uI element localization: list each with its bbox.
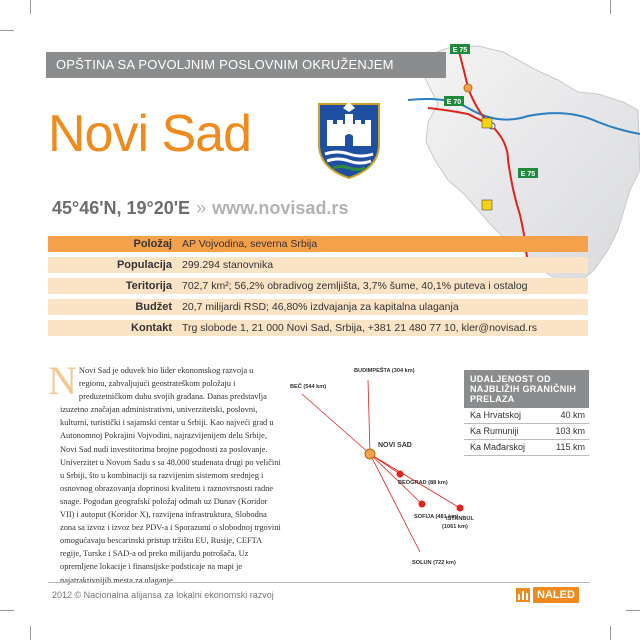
city-label: BUDIMPEŠTA (304 km) [354,368,415,374]
airport-icon [482,118,492,128]
novi-sad-center-marker [365,449,375,459]
road-sign-e70-label: E 70 [446,99,462,106]
crop-mark [0,30,14,31]
border-distance: 115 km [556,442,585,452]
footer-copyright: 2012 © Nacionalna alijansa za lokalni ekonomski razvoj [52,590,274,600]
website-link[interactable]: www.novisad.rs [212,198,349,218]
route-line [370,454,422,504]
crop-mark [610,626,611,640]
info-value: AP Vojvodina, severna Srbija [176,236,588,252]
naled-logo-text: NALED [533,587,579,603]
border-distance-title: UDALJENOST OD NAJBLIŽIH GRANIČNIH PRELAZA [464,370,589,408]
border-distance-row [464,408,589,424]
info-value: 299.294 stanovnika [176,257,588,273]
coordinates: 45°46'N, 19°20'E [52,198,191,218]
info-table [48,236,588,341]
info-value: 20,7 milijardi RSD; 46,80% izdvajanja za kapitalna ulaganja [176,299,588,315]
naled-logo-icon [516,588,530,602]
city-marker [419,501,426,508]
info-row [48,320,588,336]
coordinates-line [52,198,348,219]
crop-mark [0,610,14,611]
crop-mark [30,0,31,14]
route-line [368,380,370,454]
route-line [302,394,370,454]
road-sign-e75-top-label: E 75 [452,47,468,54]
city-label: BEČ (544 km) [290,384,327,390]
city-label: (1061 km) [442,524,468,530]
info-row [48,299,588,315]
body-paragraph [48,358,282,587]
info-label: Položaj [133,238,172,250]
info-value: Trg slobode 1, 21 000 Novi Sad, Srbija, +381 21 480 77 10, kler@novisad.rs [176,320,588,336]
crop-mark [626,610,640,611]
info-value: 702,7 km²; 56,2% obradivog zemljišta, 3,7% šume, 40,1% puteva i ostalog [176,278,588,294]
naled-logo [516,586,586,603]
road-sign-e75-bottom-label: E 75 [520,171,536,178]
border-distance: 40 km [560,410,585,420]
body-text: Novi Sad je oduvek bio lider ekonomskog razvoja u regionu, zahvaljujući geostrateškom položaju i preduzetničkom duhu svojih građana. Danas predstavlja izuzetno značajan administrativni, univerzitetski, poslovni, kulturni, turistički i sajamski centar u Srbiji. Kao najveći grad u Autonomnoj Pokrajini Vojvodini, najrazvijenijem delu Srbije, Novi Sad nudi investitorima brojne pogodnosti za poslovanje. Univerzitet u Novom Sadu s sa 48.000 studenata drugi po veličini u Srbiji, što u kombinaciji sa razvijenim sistemom srednjeg i osnovnog obrazovanja doprinosi kvalitetu i raznovrsnosti radne snage. Pogodan geografski položaj odmah uz Dunav (Koridor VII) i autoput (Koridor X), razvijena infrastruktura, Slobodna zona sa izvoz i izvoz bez PDV-a i Sporazumi o slobodnoj trgovini omogućavaju bescarinski pristup tržištu EU, Rusije, CEFTA regije, Turske i SAD-a od preko milijardu potrošača. Uz opremljene lokacije i finansijske podsticaje na mapi je najatraktivnijih mesta za ulaganje. [60,366,281,585]
coat-of-arms [315,98,383,180]
border-distance-row [464,440,589,456]
info-label: Teritorija [125,280,172,292]
info-row [48,278,588,294]
novi-sad-marker [464,84,472,92]
city-label: BEOGRAD (88 km) [398,480,448,486]
city-label: SOLUN (722 km) [412,560,456,566]
info-label: Budžet [135,301,172,313]
distance-map [288,358,478,578]
city-marker [457,505,464,512]
crop-mark [30,626,31,640]
border-country: Ka Rumuniji [470,426,519,436]
info-label: Populacija [116,259,172,271]
border-country: Ka Mađarskoj [470,442,526,452]
chevron-right-icon: » [196,198,207,218]
crop-mark [610,0,611,14]
info-label: Kontakt [131,322,172,334]
airport-icon [482,200,492,210]
border-country: Ka Hrvatskoj [470,410,522,420]
border-distance-box [464,370,589,456]
city-label-center: NOVI SAD [378,442,412,449]
banner-title: OPŠTINA SA POVOLJNIM POSLOVNIM OKRUŽENJEM [46,52,446,78]
border-distance-row [464,424,589,440]
istanbul-label-source [0,0,1,1]
info-row [48,236,588,252]
border-distance: 103 km [555,426,585,436]
city-label: ISTANBUL [446,516,474,522]
info-row [48,257,588,273]
city-title: Novi Sad [48,105,251,163]
footer-divider [48,582,590,583]
city-label: SOFIJA (481 km) [414,514,459,520]
drop-cap: N [48,358,77,403]
city-marker [397,471,404,478]
